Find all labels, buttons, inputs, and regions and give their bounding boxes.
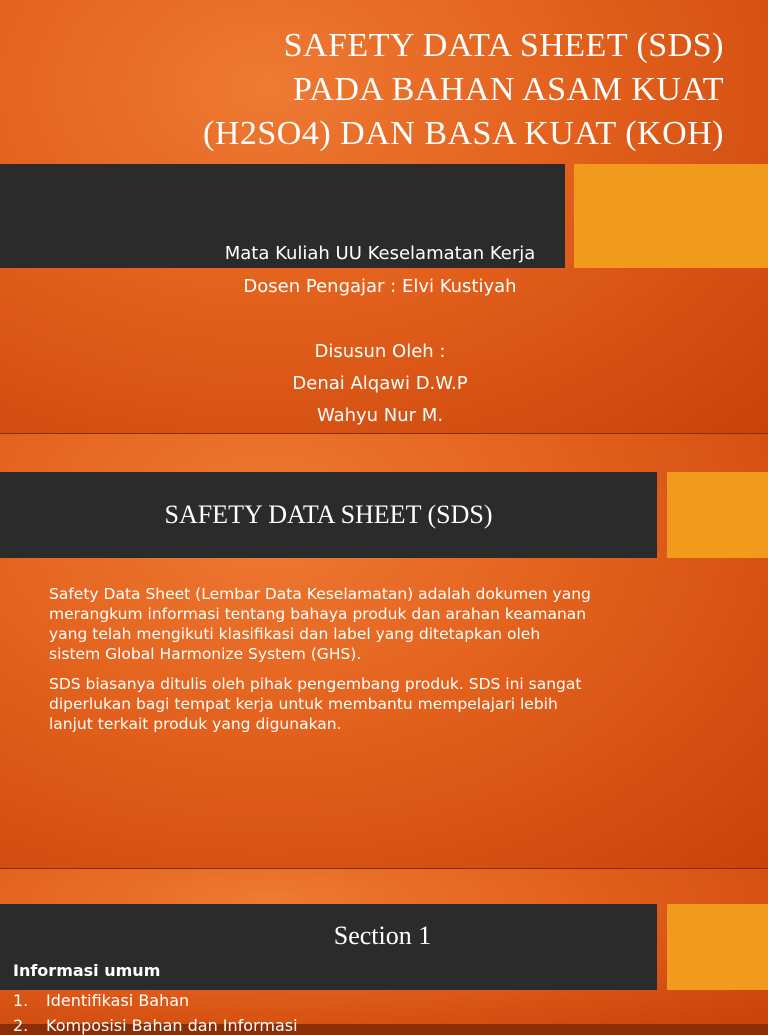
slide-heading: Section 1 xyxy=(333,921,432,950)
paragraph-line: sistem Global Harmonize System (GHS). xyxy=(49,645,362,663)
title-line: SAFETY DATA SHEET (SDS) xyxy=(283,27,724,64)
paragraph-line: Safety Data Sheet (Lembar Data Keselamatan) adalah dokumen yang xyxy=(49,585,591,603)
slide-title xyxy=(0,0,768,433)
list-label: Komposisi Bahan dan Informasi xyxy=(46,1016,298,1035)
slide-sds-definition xyxy=(0,434,768,868)
prepared-by-label: Disusun Oleh : xyxy=(314,341,446,362)
author-name: Wahyu Nur M. xyxy=(316,405,444,426)
paragraph xyxy=(49,584,669,664)
list-label: Identifikasi Bahan xyxy=(46,991,190,1010)
slide-section-1 xyxy=(0,869,768,1035)
course-name: Mata Kuliah UU Keselamatan Kerja xyxy=(224,243,536,264)
paragraph-line: yang telah mengikuti klasifikasi dan label yang ditetapkan oleh xyxy=(49,625,541,643)
author-name: Denai Alqawi D.W.P xyxy=(292,373,468,394)
paragraph-line: diperlukan bagi tempat kerja untuk membantu mempelajari lebih xyxy=(49,695,558,713)
paragraph-line: merangkum informasi tentang bahaya produk dan arahan keamanan xyxy=(49,605,587,623)
title-line: (H2SO4) DAN BASA KUAT (KOH) xyxy=(203,115,724,152)
lecturer-name: Dosen Pengajar : Elvi Kustiyah xyxy=(243,276,517,297)
paragraph-line: SDS biasanya ditulis oleh pihak pengembang produk. SDS ini sangat xyxy=(49,675,582,693)
paragraph-line: lanjut terkait produk yang digunakan. xyxy=(49,715,342,733)
slide-title-text xyxy=(44,24,724,156)
list-item xyxy=(13,991,189,1010)
list-item xyxy=(13,1016,298,1035)
subheading: Informasi umum xyxy=(13,961,161,980)
title-line: PADA BAHAN ASAM KUAT xyxy=(293,71,724,108)
list-number: 2. xyxy=(13,1016,29,1035)
accent-block xyxy=(667,472,768,558)
slide-heading: SAFETY DATA SHEET (SDS) xyxy=(164,500,493,529)
list-number: 1. xyxy=(13,991,29,1010)
paragraph xyxy=(49,674,669,734)
accent-block xyxy=(667,904,768,990)
accent-block xyxy=(574,164,768,268)
